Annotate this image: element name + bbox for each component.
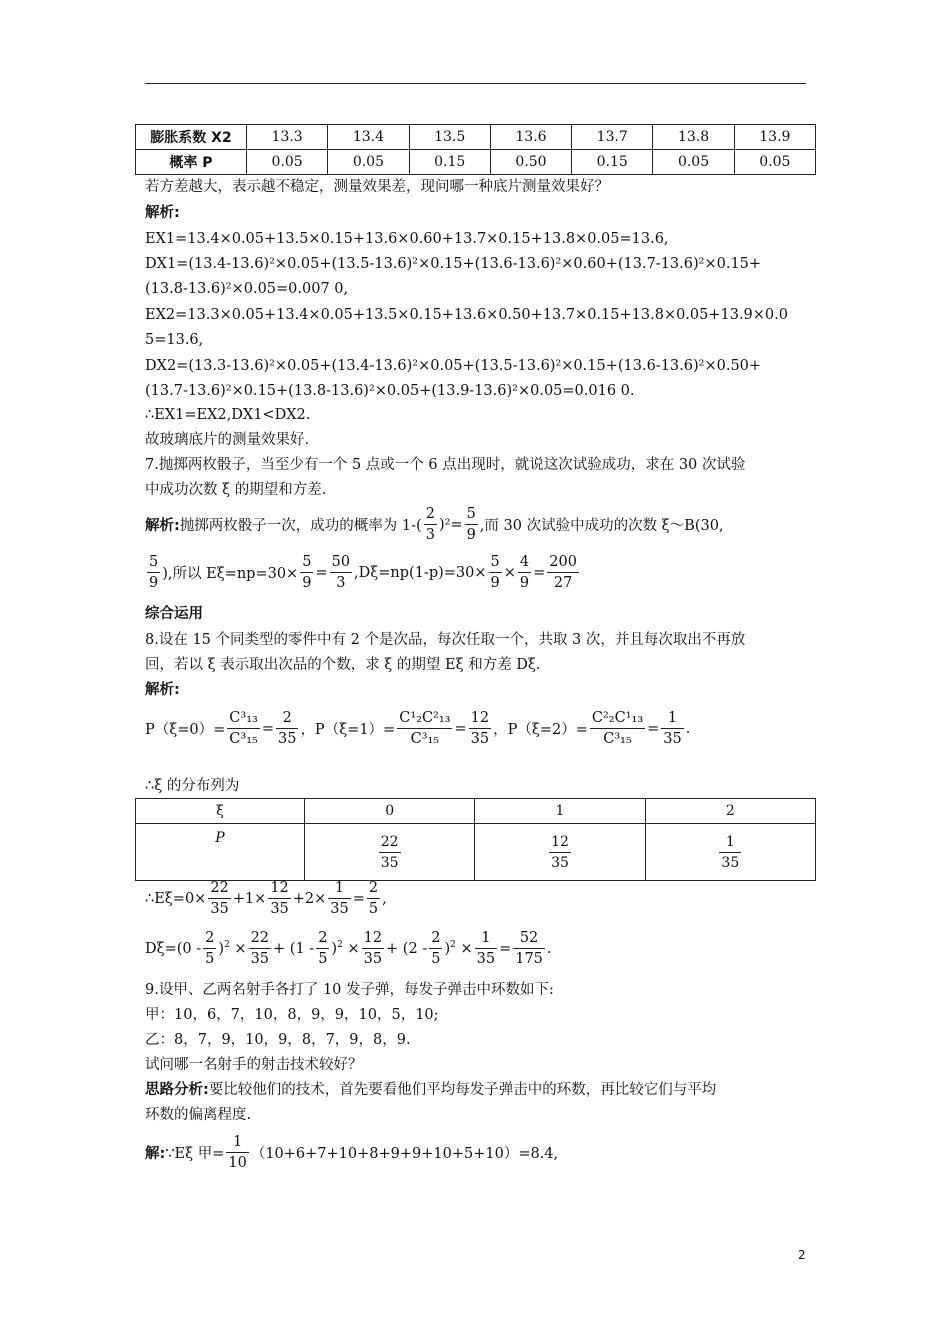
denominator: 35 [330, 901, 349, 917]
dx1-line-a: DX1=(13.4-13.6)²×0.05+(13.5-13.6)²×0.15+(13.6-13.6)²×0.60+(13.7-13.6)²×0.15+ [145, 256, 762, 272]
table-cell: 0.05 [247, 150, 328, 175]
table-header-cell: 概率 P [136, 150, 247, 175]
p2-text: ，P（ξ=2）= [493, 722, 588, 738]
jiexi-label: 解析: [145, 682, 180, 698]
numerator: 1 [719, 832, 741, 853]
numerator: 5 [147, 552, 160, 573]
numerator: C²₂C¹₁₃ [590, 708, 645, 729]
fraction [518, 552, 531, 593]
table-cell: 0.15 [572, 150, 653, 175]
numerator: 12 [268, 878, 290, 899]
fraction [513, 928, 545, 969]
fraction [469, 708, 491, 749]
table-row [136, 799, 816, 824]
numerator: C¹₂C²₁₃ [397, 708, 452, 729]
numerator: 1 [661, 708, 683, 729]
numerator: 2 [424, 504, 437, 525]
fraction [249, 928, 271, 969]
numerator: 12 [362, 928, 384, 949]
denominator: 9 [466, 527, 476, 543]
denominator: 35 [380, 854, 399, 871]
probability-line: P（ξ=0）= $\frac{\text{C³₁₃}}{\text{C³₁₅}}$ = $\frac{2}{35}$ ，P（ξ=1）= $\frac{\text{C¹₂C²₁₃}}{\text{C³₁₅}}$ = $\frac{12}{35}$ ，P（ξ=2）= $\frac{\text{C²₂C¹₁₃}}{\text{C³₁₅}}$ = $\frac{1}{35}$ . [145, 710, 691, 747]
fraction [397, 708, 452, 749]
fraction [203, 928, 216, 969]
numerator: 2 [203, 928, 216, 949]
answer-7-text: 抛掷两枚骰子一次，成功的概率为 1-( [179, 518, 422, 534]
numerator: 2 [276, 708, 298, 729]
denominator: 175 [515, 951, 543, 967]
fraction [429, 928, 442, 969]
table-header-cell: 1 [475, 799, 645, 824]
denominator: 9 [519, 575, 530, 591]
distribution-label: ∴ξ 的分布列为 [145, 778, 240, 794]
fraction [316, 928, 329, 969]
numerator: 22 [208, 878, 230, 899]
table-cell: 13.9 [734, 125, 815, 150]
p0-text: P（ξ=0）= [145, 722, 226, 738]
denominator: 5 [318, 951, 328, 967]
denominator: 35 [721, 854, 740, 871]
answer-7-line-1 [145, 504, 724, 545]
table-header-cell [136, 824, 305, 881]
page-number: 2 [798, 1248, 806, 1262]
denominator: 3 [336, 575, 346, 591]
section-heading: 综合运用 [145, 606, 203, 622]
fraction [489, 552, 502, 593]
fraction [226, 1132, 248, 1173]
silu-line-a [145, 1080, 716, 1100]
p1-text: ，P（ξ=1）= [300, 722, 396, 738]
dx1-line-b: (13.8-13.6)²×0.05=0.007 0, [145, 281, 349, 297]
question-8-b: 回，若以 ξ 表示取出次品的个数，求 ξ 的期望 Eξ 和方差 Dξ. [145, 657, 541, 673]
question-9-yi: 乙：8，7，9，10，9，8，7，9，8，9. [145, 1032, 411, 1048]
table-cell: 13.6 [490, 125, 571, 150]
fraction [549, 832, 571, 873]
p-label: P [215, 830, 225, 846]
fraction [227, 708, 260, 749]
table-cell: 13.7 [572, 125, 653, 150]
distribution-table [135, 798, 816, 881]
fraction [547, 552, 579, 593]
numerator: C³₁₃ [227, 708, 260, 729]
jie-text: ∵Eξ 甲= [165, 1146, 225, 1162]
conclusion-line: 故玻璃底片的测量效果好. [145, 432, 310, 448]
table-cell: 0.50 [490, 150, 571, 175]
table-header-cell: ξ [136, 799, 305, 824]
table-row [136, 824, 816, 881]
silu-text: 要比较他们的技术，首先要看他们平均每发子弹击中的环数，再比较它们与平均 [208, 1082, 717, 1098]
fraction [276, 708, 298, 749]
denominator: C³₁₅ [229, 731, 258, 747]
fraction [475, 928, 497, 969]
fraction [300, 552, 313, 593]
numerator: 1 [226, 1132, 248, 1153]
answer-7-text: )²= [438, 516, 463, 533]
table-row [136, 125, 816, 150]
table-cell: 0.15 [409, 150, 490, 175]
therefore-line: ∴EX1=EX2,DX1<DX2. [145, 407, 311, 423]
denominator: C³₁₅ [410, 731, 440, 747]
fraction [362, 928, 384, 969]
fraction [147, 552, 160, 593]
denominator: 35 [250, 951, 270, 967]
answer-7-text: = [315, 564, 328, 581]
expectation-line: ∴Eξ=0× $\frac{22}{35}$ +1× $\frac{12}{35}$ +2× $\frac{1}{35}$ = $\frac{2}{5}$ , [145, 880, 387, 917]
table-cell: 13.4 [328, 125, 409, 150]
fraction [719, 832, 741, 873]
fraction [590, 708, 645, 749]
numerator: 22 [379, 832, 401, 853]
numerator: 2 [429, 928, 442, 949]
table-cell: 13.8 [653, 125, 734, 150]
question-9-a: 9.设甲、乙两名射手各打了 10 发子弹，每发子弹击中环数如下: [145, 982, 554, 998]
table-header-cell: 0 [305, 799, 475, 824]
header-rule [145, 83, 806, 84]
jie-label: 解: [145, 1146, 166, 1162]
e-xi-text: ∴Eξ=0× [145, 890, 207, 907]
denominator: C³₁₅ [603, 731, 632, 747]
table-cell [305, 824, 475, 881]
expansion-coefficient-table [135, 124, 816, 175]
answer-7-line-2 [145, 552, 581, 593]
dx2-line-b: (13.7-13.6)²×0.15+(13.8-13.6)²×0.05+(13.9-13.6)²×0.05=0.016 0. [145, 383, 635, 399]
denominator: 35 [210, 901, 229, 917]
ex1-line: EX1=13.4×0.05+13.5×0.15+13.6×0.60+13.7×0.15+13.8×0.05=13.6, [145, 231, 669, 247]
table-cell [645, 824, 815, 881]
denominator: 3 [425, 527, 435, 543]
silu-line-b: 环数的偏离程度. [145, 1107, 252, 1123]
fraction [330, 552, 352, 593]
fraction [465, 504, 478, 545]
fraction [661, 708, 683, 749]
denominator: 9 [490, 575, 500, 591]
table-cell: 13.3 [247, 125, 328, 150]
numerator: 2 [316, 928, 329, 949]
question-9-ask: 试问哪一名射手的射击技术较好？ [145, 1057, 363, 1073]
solution-line [145, 1132, 558, 1173]
dx2-line-a: DX2=(13.3-13.6)²×0.05+(13.4-13.6)²×0.05+(13.5-13.6)²×0.15+(13.6-13.6)²×0.50+ [145, 358, 762, 374]
fraction [208, 878, 230, 919]
fraction [379, 832, 401, 873]
numerator: 12 [549, 832, 571, 853]
ex2-line-a: EX2=13.3×0.05+13.4×0.05+13.5×0.15+13.6×0.50+13.7×0.15+13.8×0.05+13.9×0.0 [145, 307, 788, 323]
table-header-cell: 2 [645, 799, 815, 824]
denominator: 35 [551, 854, 569, 871]
denominator: 9 [149, 575, 159, 591]
d-xi-text: Dξ= [145, 940, 177, 957]
answer-7-text: × [503, 564, 516, 581]
denominator: 10 [228, 1155, 247, 1171]
fraction [424, 504, 437, 545]
numerator: 1 [475, 928, 497, 949]
numerator: 5 [465, 504, 478, 525]
numerator: 22 [249, 928, 271, 949]
question-7-b: 中成功次数 ξ 的期望和方差. [145, 482, 327, 498]
numerator: 200 [547, 552, 579, 573]
table-cell [475, 824, 645, 881]
numerator: 5 [489, 552, 502, 573]
fraction [367, 878, 380, 919]
answer-7-text: ,而 30 次试验中成功的次数 ξ～B(30, [479, 518, 724, 534]
numerator: 1 [328, 878, 350, 899]
variance-line: Dξ= (0 - $\frac{2}{5}$ )$^2$ × $\frac{22}{35}$ + (1 - $\frac{2}{5}$ )$^2$ × $\frac{12}{35}$ + (2 - $\frac{2}{5}$ )$^2$ × $\frac{1}{35}$ = $\frac{52}{175}$ . [145, 930, 552, 967]
numerator: 52 [513, 928, 545, 949]
answer-7-text: = [533, 564, 546, 581]
table-cell: 13.5 [409, 125, 490, 150]
answer-7-text: ,Dξ=np(1-p)=30× [354, 564, 487, 581]
numerator: 2 [367, 878, 380, 899]
table-cell: 0.05 [734, 150, 815, 175]
denominator: 5 [431, 951, 441, 967]
denominator: 27 [553, 575, 573, 591]
denominator: 35 [663, 731, 682, 747]
denominator: 35 [476, 951, 496, 967]
denominator: 5 [368, 901, 379, 917]
numerator: 12 [469, 708, 491, 729]
denominator: 35 [470, 731, 490, 747]
denominator: 35 [363, 951, 383, 967]
fraction [328, 878, 350, 919]
jie-tail: （10+6+7+10+8+9+9+10+5+10）=8.4, [250, 1146, 559, 1162]
table-cell: 0.05 [328, 150, 409, 175]
fraction [268, 878, 290, 919]
jiexi-label: 解析: [145, 205, 180, 221]
denominator: 35 [277, 731, 297, 747]
question-variance: 若方差越大，表示越不稳定，测量效果差，现问哪一种底片测量效果好？ [145, 179, 609, 195]
denominator: 5 [205, 951, 215, 967]
silu-label: 思路分析: [145, 1082, 209, 1098]
table-header-cell: 膨胀系数 X2 [136, 125, 247, 150]
ex2-line-b: 5=13.6, [145, 332, 204, 348]
question-8-a: 8.设在 15 个同类型的零件中有 2 个是次品，每次任取一个，共取 3 次，并且每次取出不再放 [145, 632, 746, 648]
question-9-jia: 甲：10，6，7，10，8，9，9，10，5，10; [145, 1007, 439, 1023]
table-row [136, 150, 816, 175]
table-cell: 0.05 [653, 150, 734, 175]
answer-7-text: ),所以 Eξ=np=30× [162, 566, 299, 582]
numerator: 50 [330, 552, 352, 573]
jiexi-label: 解析: [145, 518, 180, 534]
denominator: 9 [302, 575, 312, 591]
numerator: 4 [518, 552, 531, 573]
numerator: 5 [300, 552, 313, 573]
question-7-a: 7.抛掷两枚骰子，当至少有一个 5 点或一个 6 点出现时，就说这次试验成功，求在 30 次试验 [145, 457, 746, 473]
denominator: 35 [270, 901, 289, 917]
